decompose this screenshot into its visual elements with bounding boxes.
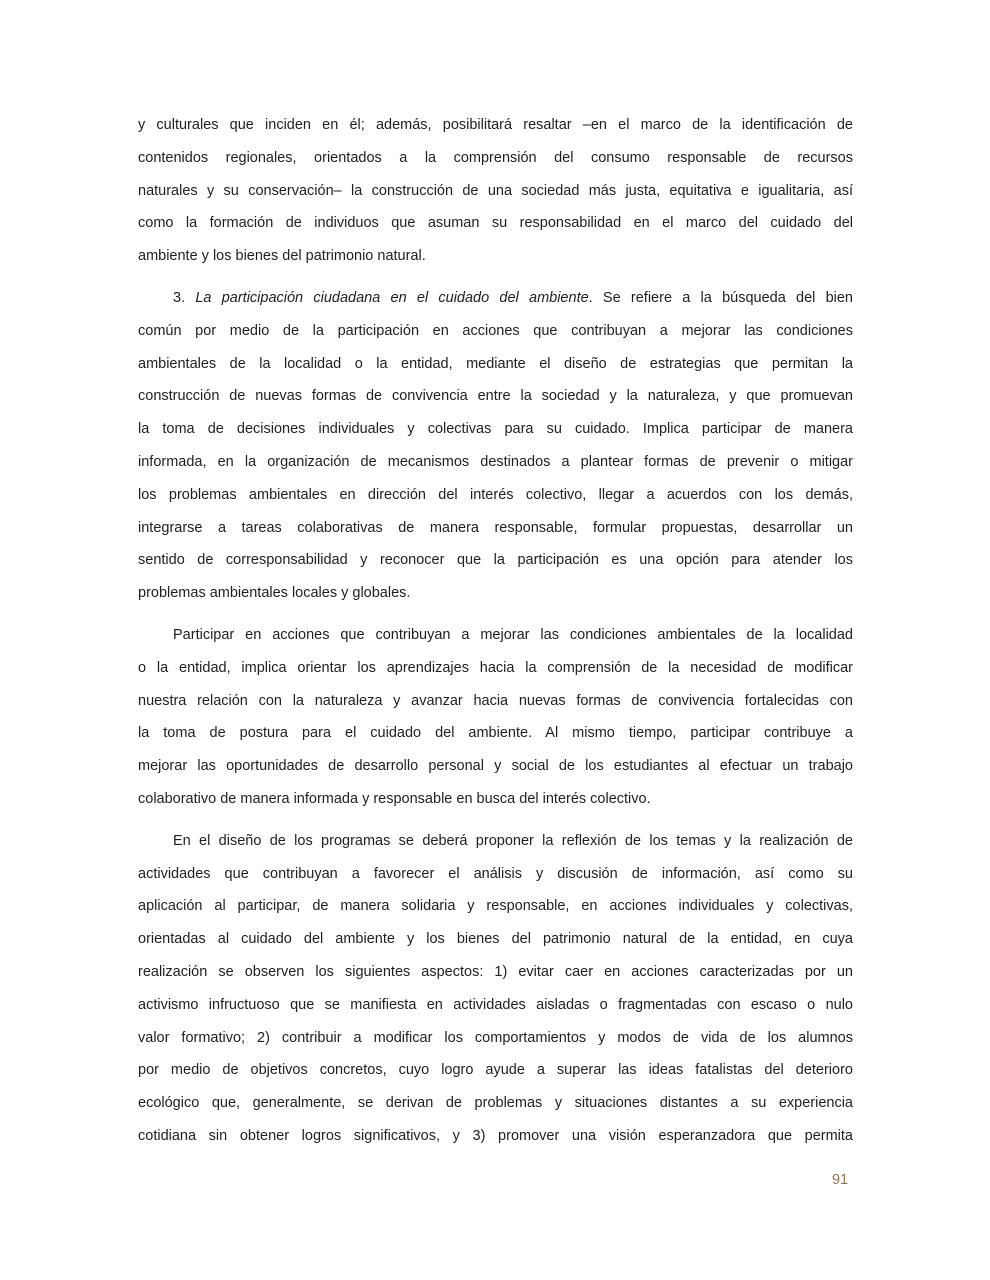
text-line: colaborativo de manera informada y responsable en busca del interés colectivo.: [138, 790, 651, 807]
text-line: la toma de postura para el cuidado del ambiente. Al mismo tiempo, participar contribuye a: [138, 725, 853, 742]
text-segment: 3.: [173, 289, 196, 306]
paragraph: [138, 282, 853, 610]
text-segment: . Se refiere a la búsqueda del bien: [588, 289, 854, 306]
text-line: la toma de decisiones individuales y colectivas para su cuidado. Implica participar de manera: [138, 421, 853, 438]
text-line: activismo infructuoso que se manifiesta en actividades aisladas o fragmentadas con escaso o nulo: [138, 996, 853, 1013]
text-line: realización se observen los siguientes aspectos: 1) evitar caer en acciones caracterizadas por un: [138, 963, 853, 980]
text-line: actividades que contribuyan a favorecer el análisis y discusión de información, así como su: [138, 865, 853, 882]
page-number: 91: [832, 1172, 849, 1188]
text-line: mejorar las oportunidades de desarrollo personal y social de los estudiantes al efectuar un trabajo: [138, 758, 853, 775]
text-line: ambientales de la localidad o la entidad, mediante el diseño de estrategias que permitan la: [138, 355, 853, 372]
text-line: problemas ambientales locales y globales.: [138, 585, 411, 602]
paragraph: [138, 825, 853, 1153]
text-line: integrarse a tareas colaborativas de manera responsable, formular propuestas, desarrollar un: [138, 519, 853, 536]
text-line: o la entidad, implica orientar los aprendizajes hacia la comprensión de la necesidad de modificar: [138, 659, 853, 676]
text-line: En el diseño de los programas se deberá proponer la reflexión de los temas y la realización de: [173, 832, 853, 849]
text-line: contenidos regionales, orientados a la comprensión del consumo responsable de recursos: [138, 149, 853, 166]
text-line: nuestra relación con la naturaleza y avanzar hacia nuevas formas de convivencia fortalecidas con: [138, 692, 853, 709]
italic-text-segment: La participación ciudadana en el cuidado del ambiente: [195, 289, 589, 306]
text-line: como la formación de individuos que asuman su responsabilidad en el marco del cuidado del: [138, 215, 853, 232]
text-line: informada, en la organización de mecanismos destinados a plantear formas de prevenir o mitigar: [138, 453, 853, 470]
text-line: valor formativo; 2) contribuir a modificar los comportamientos y modos de vida de los alumnos: [138, 1029, 853, 1046]
text-line: Participar en acciones que contribuyan a mejorar las condiciones ambientales de la localidad: [173, 626, 853, 643]
text-line: los problemas ambientales en dirección del interés colectivo, llegar a acuerdos con los demás,: [138, 486, 853, 503]
text-line: [138, 282, 853, 315]
text-line: aplicación al participar, de manera solidaria y responsable, en acciones individuales y colectivas,: [138, 898, 853, 915]
paragraph: [138, 619, 853, 816]
text-line: sentido de corresponsabilidad y reconocer que la participación es una opción para atender los: [138, 552, 853, 569]
text-line: común por medio de la participación en acciones que contribuyan a mejorar las condiciones: [138, 322, 853, 339]
text-line: por medio de objetivos concretos, cuyo logro ayude a superar las ideas fatalistas del deterioro: [138, 1062, 853, 1079]
text-line: naturales y su conservación– la construcción de una sociedad más justa, equitativa e igualitaria, así: [138, 182, 853, 199]
text-line: y culturales que inciden en él; además, posibilitará resaltar –en el marco de la identificación de: [138, 117, 853, 133]
text-line: ecológico que, generalmente, se derivan de problemas y situaciones distantes a su experiencia: [138, 1095, 853, 1112]
text-line: cotidiana sin obtener logros significativos, y 3) promover una visión esperanzadora que permita: [138, 1127, 853, 1144]
text-line: orientadas al cuidado del ambiente y los bienes del patrimonio natural de la entidad, en cuya: [138, 931, 853, 948]
text-line: ambiente y los bienes del patrimonio natural.: [138, 248, 426, 265]
text-line: construcción de nuevas formas de convivencia entre la sociedad y la naturaleza, y que promuevan: [138, 388, 853, 405]
paragraph: [138, 109, 853, 273]
body-text: [138, 109, 853, 1162]
